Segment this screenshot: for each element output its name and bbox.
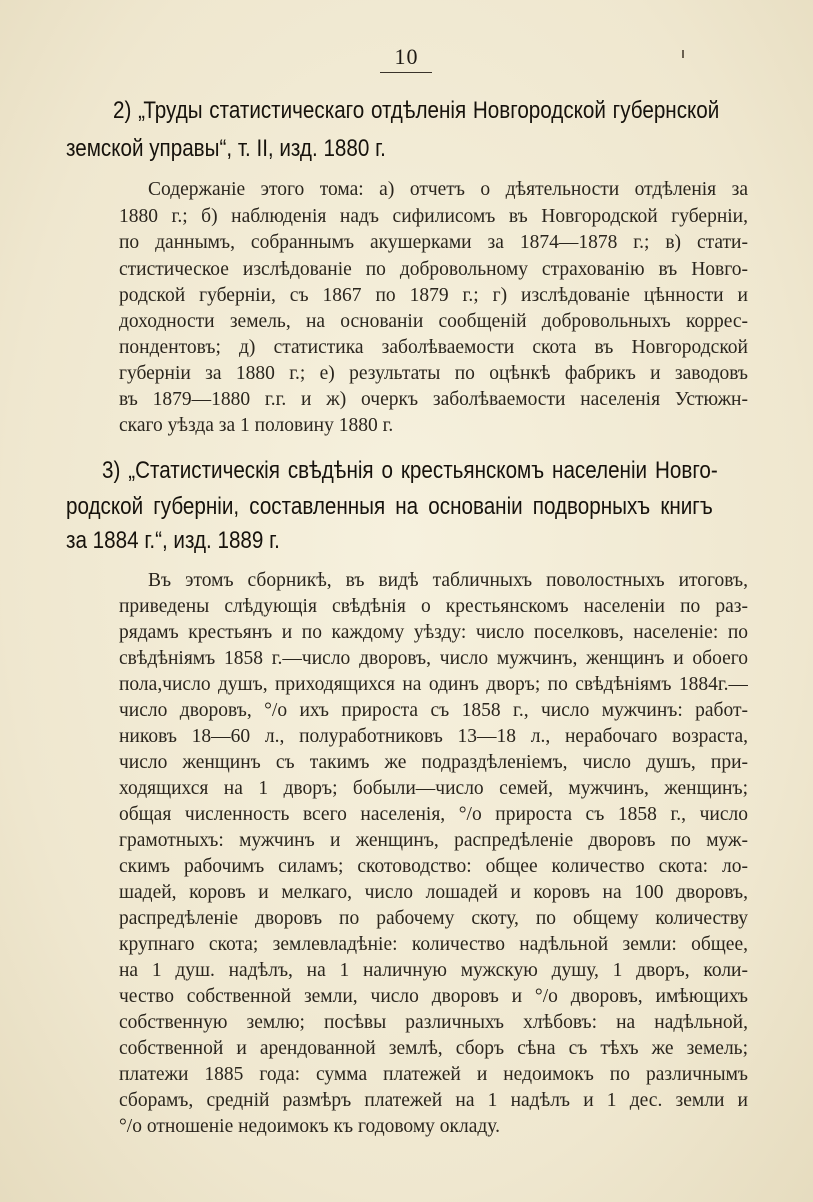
section-2-body-line: пондентовъ; д) статистика заболѣваемости скота въ Новгородской [119, 337, 748, 358]
section-2-body-line: Содержаніе этого тома: а) отчетъ о дѣятельности отдѣленія за [148, 179, 748, 200]
section-3-body-line: ходящихся на 1 дворъ; бобыли—число семей, мужчинъ, женщинъ; [119, 778, 748, 799]
section-2-body-line: по даннымъ, собраннымъ акушерками за 1874—1878 г.; в) стати- [119, 232, 748, 253]
section-2-body-line: скаго уѣзда за 1 половину 1880 г. [119, 415, 394, 436]
section-2-body-line: въ 1879—1880 г.г. и ж) очеркъ заболѣваемости населенія Устюжн- [119, 389, 748, 410]
section-3-body-line: °/o отношеніе недоимокъ къ годовому окладу. [119, 1116, 500, 1137]
section-3-body-line: число дворовъ, °/o ихъ прироста съ 1858 г., число мужчинъ: работ- [119, 700, 748, 721]
section-2-body-line: родской губерніи, съ 1867 по 1879 г.; г) изслѣдованіе цѣнности и [119, 285, 748, 306]
section-2-body-line: 1880 г.; б) наблюденія надъ сифилисомъ въ Новгородской губерніи, [119, 206, 748, 227]
section-3-body-line: свѣдѣніямъ 1858 г.—число дворовъ, число мужчинъ, женщинъ и обоего [119, 648, 748, 669]
section-3-heading-line: за 1884 г.“, изд. 1889 г. [66, 527, 280, 554]
section-3-heading-line: 3) „Статистическія свѣдѣнія о крестьянскомъ населеніи Новго- [102, 457, 718, 484]
section-2-body-line: губерніи за 1880 г.; е) результаты по оцѣнкѣ фабрикъ и заводовъ [119, 363, 748, 384]
section-3-body-line: Въ этомъ сборникѣ, въ видѣ табличныхъ поволостныхъ итоговъ, [148, 570, 748, 591]
section-3-body-line: рядамъ крестьянъ и по каждому уѣзду: число поселковъ, населеніе: по [119, 622, 748, 643]
section-2-body-line: стистическое изслѣдованіе по добровольному страхованію въ Новго- [119, 259, 748, 280]
section-3-body-line: собственную землю; посѣвы различныхъ хлѣбовъ: на надѣльной, [119, 1012, 748, 1033]
section-3-body-line: скимъ рабочимъ силамъ; скотоводство: общее количество скота: ло- [119, 856, 748, 877]
section-3-body-line: шадей, коровъ и мелкаго, число лошадей и коровъ на 100 дворовъ, [119, 882, 748, 903]
section-3-body-line: платежи 1885 года: сумма платежей и недоимокъ по различнымъ [119, 1064, 748, 1085]
page-number: 10 [394, 44, 419, 69]
section-3-body-line: грамотныхъ: мужчинъ и женщинъ, распредѣленіе дворовъ по муж- [119, 830, 748, 851]
section-3-body-line: число женщинъ съ такимъ же подраздѣленіемъ, число душъ, при- [119, 752, 748, 773]
section-3-body-line: крупнаго скота; землевладѣніе: количество надѣльной земли: общее, [119, 934, 748, 955]
section-3-heading-line: родской губерніи, составленныя на основаніи подворныхъ книгъ [66, 493, 713, 520]
section-3-body-line: пола,число душъ, приходящихся на одинъ дворъ; по свѣдѣніямъ 1884г.— [119, 674, 748, 695]
section-2-body-line: доходности земель, на основаніи сообщеній добровольныхъ коррес- [119, 311, 748, 332]
section-3-body-line: распредѣленіе дворовъ по рабочему скоту, по общему количеству [119, 908, 748, 929]
section-3-body-line: собственной и арендованной землѣ, сборъ сѣна съ тѣхъ же земель; [119, 1038, 748, 1059]
section-3-body-line: на 1 душ. надѣлъ, на 1 наличную мужскую душу, 1 дворъ, коли- [119, 960, 748, 981]
section-3-body-line: общая численность всего населенія, °/o прироста съ 1858 г., число [119, 804, 748, 825]
section-3-body-line: сборамъ, средній размѣръ платежей на 1 надѣлъ и 1 дес. земли и [119, 1090, 748, 1111]
section-3-body-line: чество собственной земли, число дворовъ и °/o дворовъ, имѣющихъ [119, 986, 748, 1007]
section-2-heading-line: 2) „Труды статистическаго отдѣленія Новгородской губернской [113, 97, 720, 124]
section-3-body-line: никовъ 18—60 л., полуработниковъ 13—18 л., нерабочаго возраста, [119, 726, 748, 747]
section-3-body-line: приведены слѣдующія свѣдѣнія о крестьянскомъ населеніи по раз- [119, 596, 748, 617]
section-2-heading-line: земской управы“, т. II, изд. 1880 г. [66, 135, 386, 162]
